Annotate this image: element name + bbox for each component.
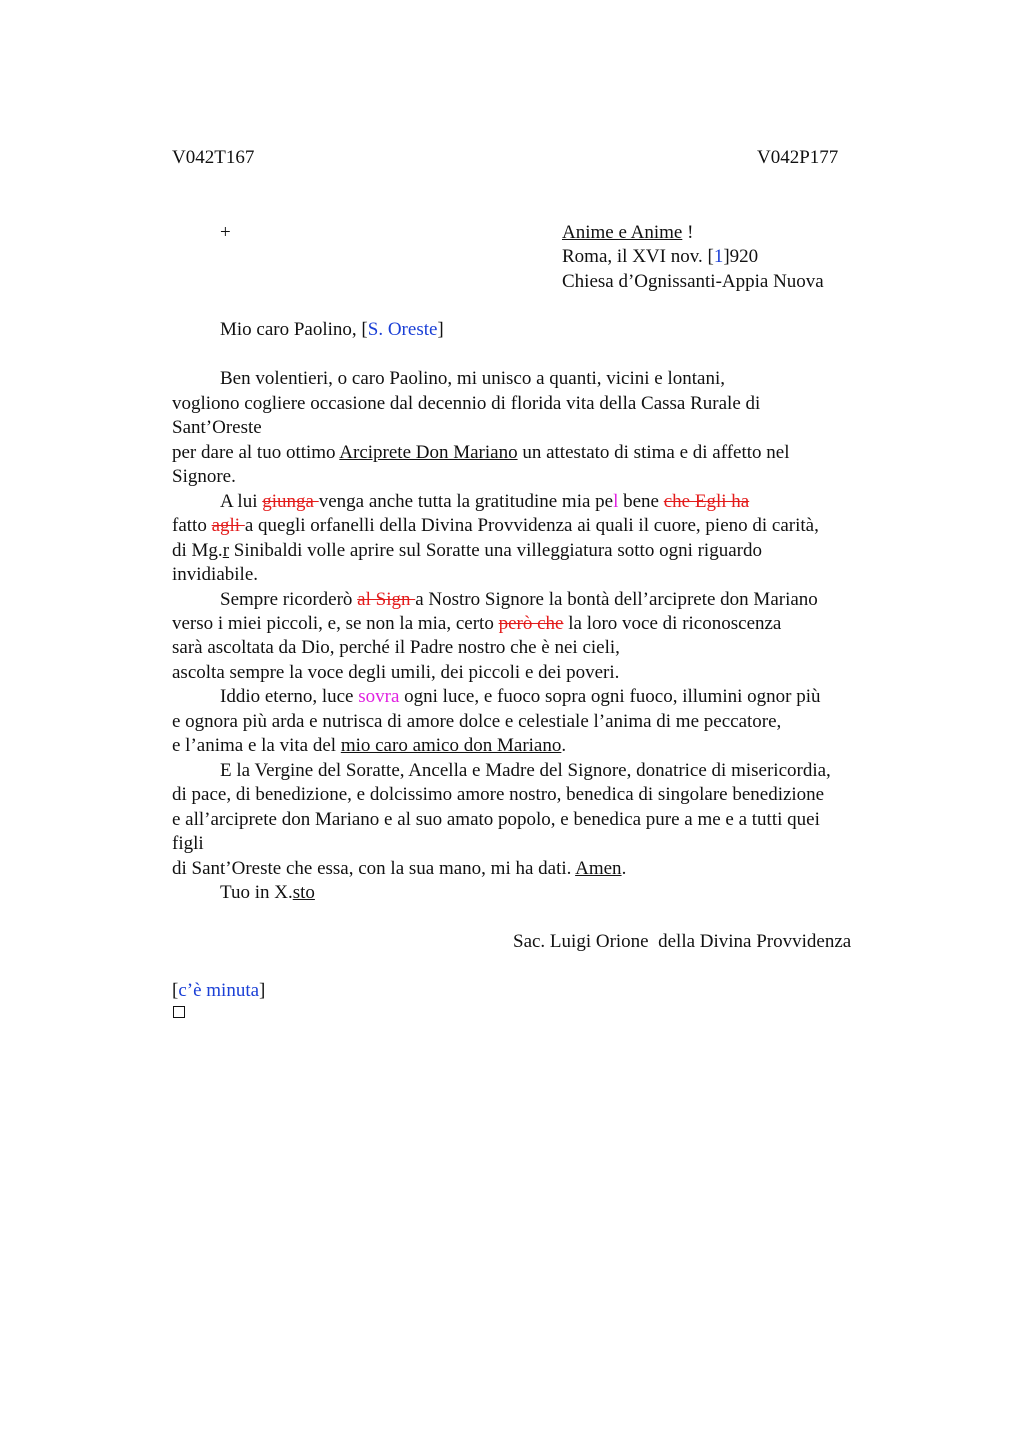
motto-text: Anime e Anime	[562, 222, 683, 243]
church-line: Chiesa d’Ognissanti-Appia Nuova	[562, 271, 824, 292]
body-line	[172, 612, 781, 637]
body-line: vogliono cogliere occasione dal decennio di florida vita della Cassa Rurale di	[172, 393, 761, 414]
deleted-text: che Egli ha	[663, 491, 750, 512]
inserted-text: sovra	[358, 686, 400, 707]
text-span: .	[561, 735, 567, 756]
body-line: sarà ascoltata da Dio, perché il Padre nostro che è nei cieli,	[172, 637, 620, 658]
deleted-text: però che	[498, 613, 564, 634]
end-square-icon	[173, 1006, 185, 1018]
cross-mark: +	[220, 222, 231, 243]
deleted-text: al Sign	[357, 589, 416, 610]
body-line	[172, 441, 790, 466]
text-span: la loro voce di riconoscenza	[563, 613, 782, 634]
body-line: Sant’Oreste	[172, 417, 262, 438]
text-span: e l’anima e la vita del	[172, 735, 341, 756]
body-line: Ben volentieri, o caro Paolino, mi unisco a quanti, vicini e lontani,	[220, 368, 725, 389]
text-span: verso i miei piccoli, e, se non la mia, certo	[172, 613, 499, 634]
underlined-abbrev: sto	[292, 882, 315, 903]
body-line	[172, 514, 819, 539]
text-span: Sinibaldi volle aprire sul Soratte una villeggiatura sotto ogni riguardo	[229, 540, 762, 561]
text-span: per dare al tuo ottimo	[172, 442, 340, 463]
deleted-text: agli	[211, 515, 245, 536]
text-span: fatto	[172, 515, 212, 536]
editor-note-place: S. Oreste	[367, 319, 438, 340]
body-line: figli	[172, 833, 204, 854]
body-line: Signore.	[172, 466, 236, 487]
motto	[562, 221, 693, 246]
motto-punct: !	[682, 222, 694, 243]
text-span: a quegli orfanelli della Divina Provvidenza ai quali il cuore, pieno di carità,	[244, 515, 819, 536]
body-line: e ognora più arda e nutrisca di amore dolce e celestiale l’anima di me peccatore,	[172, 711, 782, 732]
text-span: Sempre ricorderò	[220, 589, 358, 610]
text-span: un attestato di stima e di affetto nel	[517, 442, 790, 463]
footer-note	[172, 979, 265, 1004]
body-line: invidiabile.	[172, 564, 259, 585]
text-span: a Nostro Signore la bontà dell’arciprete don Mariano	[415, 589, 818, 610]
body-line	[172, 734, 566, 759]
deleted-text: giunga	[262, 491, 319, 512]
underlined-name: Arciprete Don Mariano	[339, 442, 518, 463]
editor-note-minuta: c’è minuta	[178, 980, 260, 1001]
salutation-text: Mio caro Paolino, [	[220, 319, 368, 340]
text-span: ogni luce, e fuoco sopra ogni fuoco, illumini ognor più	[399, 686, 821, 707]
document-code-right: V042P177	[757, 147, 839, 168]
body-line	[220, 685, 820, 710]
text-span: Iddio eterno, luce	[220, 686, 359, 707]
body-line	[172, 857, 626, 882]
body-line	[220, 490, 749, 515]
underlined-phrase: mio caro amico don Mariano	[340, 735, 562, 756]
text-span: di Sant’Oreste che essa, con la sua mano, mi ha dati.	[172, 858, 576, 879]
text-span: venga anche tutta la gratitudine mia pe	[318, 491, 614, 512]
text-span: Tuo in X.	[220, 882, 293, 903]
signature: Sac. Luigi Orione della Divina Provvidenza	[513, 931, 852, 952]
body-line	[220, 588, 818, 613]
underlined-amen: Amen	[575, 858, 622, 879]
text-span: .	[621, 858, 627, 879]
place-date-a: Roma, il XVI nov. [	[562, 246, 714, 267]
body-line: e all’arciprete don Mariano e al suo amato popolo, e benedica pure a me e a tutti quei	[172, 809, 820, 830]
salutation-close: ]	[437, 319, 444, 340]
bracket-close: ]	[259, 980, 266, 1001]
editor-date-fix: 1	[713, 246, 724, 267]
text-span: A lui	[220, 491, 263, 512]
body-line: di pace, di benedizione, e dolcissimo amore nostro, benedica di singolare benedizione	[172, 784, 825, 805]
closing-line	[220, 881, 315, 906]
salutation	[220, 318, 444, 343]
document-code-left: V042T167	[172, 147, 255, 168]
text-span: bene	[618, 491, 664, 512]
place-date-b: ]920	[723, 246, 759, 267]
body-line: ascolta sempre la voce degli umili, dei piccoli e dei poveri.	[172, 662, 620, 683]
body-line	[172, 539, 762, 564]
place-date	[562, 245, 758, 270]
body-line: E la Vergine del Soratte, Ancella e Madre del Signore, donatrice di misericordia,	[220, 760, 831, 781]
underlined-abbrev: r	[222, 540, 230, 561]
text-span: di Mg.	[172, 540, 223, 561]
bracket-open: [	[172, 980, 179, 1001]
inserted-text: l	[613, 491, 619, 512]
